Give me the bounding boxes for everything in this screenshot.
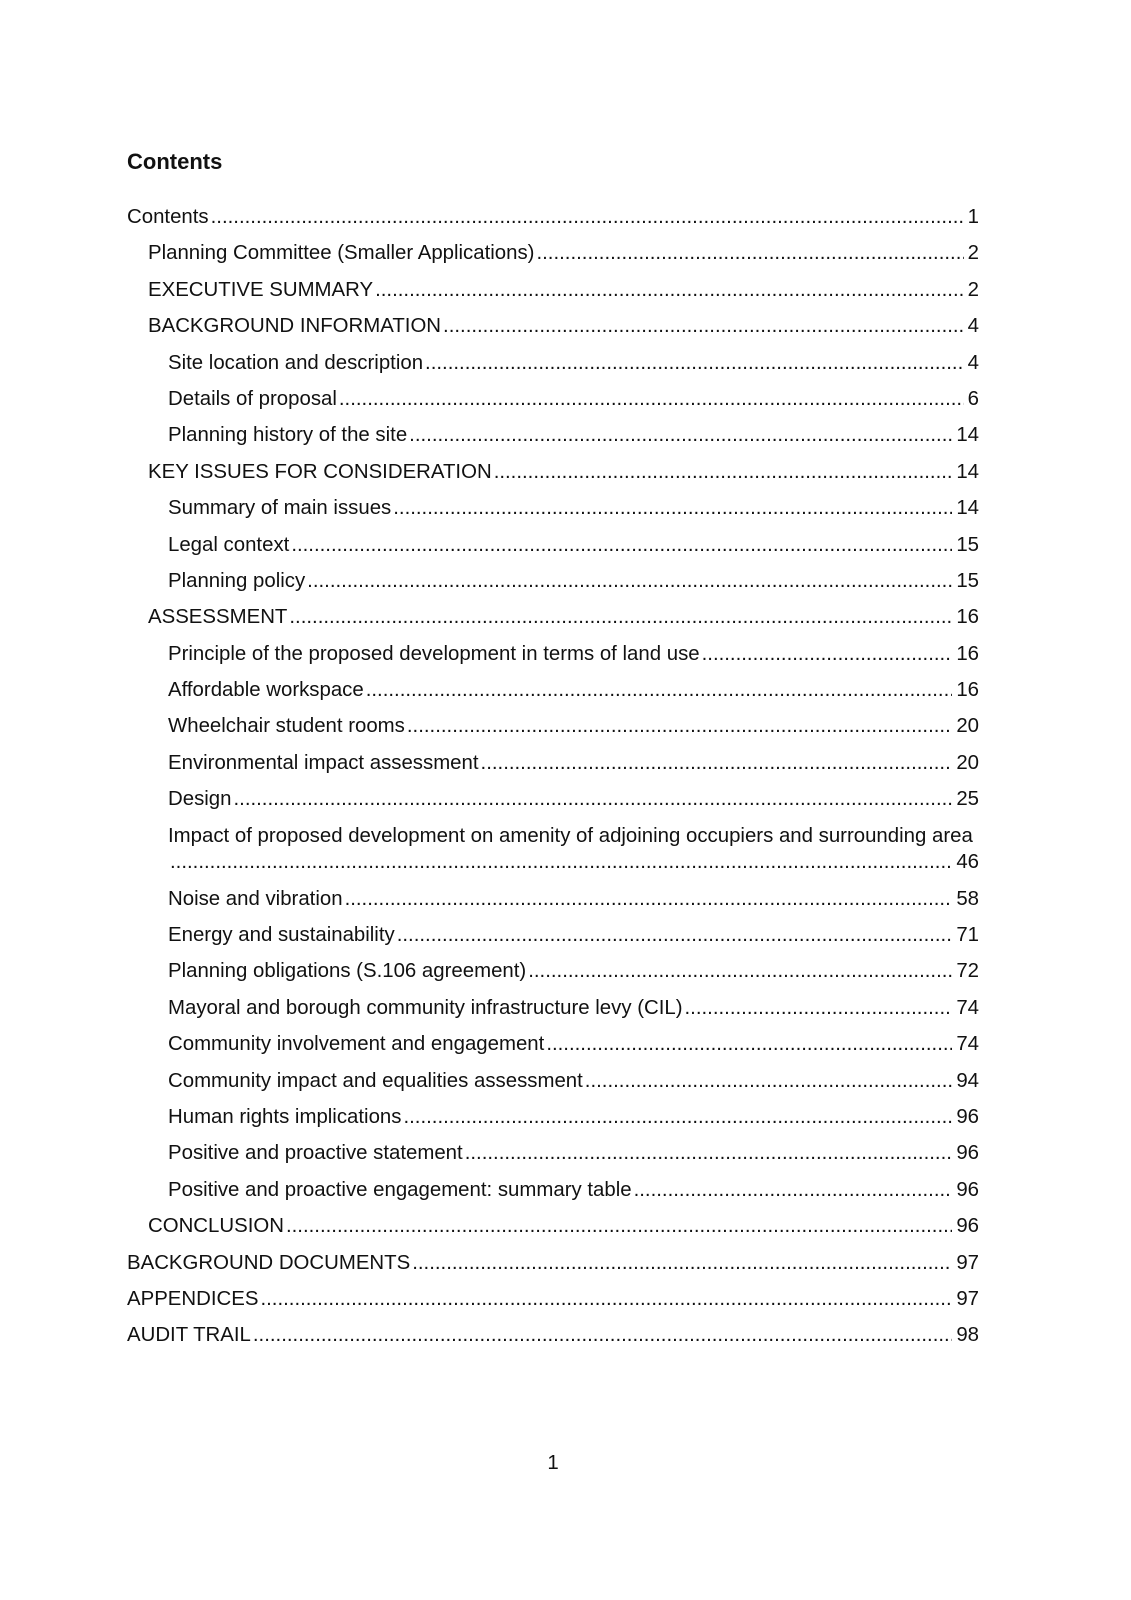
dot-leader bbox=[405, 713, 952, 740]
toc-entry-title: Summary of main issues bbox=[168, 497, 392, 520]
toc-entry bbox=[127, 277, 979, 304]
toc-entry-title: BACKGROUND DOCUMENTS bbox=[127, 1251, 411, 1274]
dot-leader bbox=[700, 641, 953, 668]
dot-leader bbox=[492, 459, 953, 486]
toc-page-number: 6 bbox=[967, 387, 979, 410]
toc-page-number: 2 bbox=[967, 278, 979, 301]
toc-entry bbox=[127, 1322, 979, 1349]
dot-leader bbox=[441, 313, 964, 340]
toc-entry bbox=[127, 958, 979, 985]
dot-leader bbox=[526, 958, 952, 985]
dot-leader bbox=[287, 604, 952, 631]
toc-entry-title: APPENDICES bbox=[127, 1287, 259, 1310]
toc-entry-title: Contents bbox=[127, 206, 209, 228]
toc-entry bbox=[127, 750, 979, 777]
toc-entry-title: Legal context bbox=[168, 533, 290, 556]
dot-leader bbox=[479, 750, 953, 777]
toc-page-number: 71 bbox=[956, 924, 979, 947]
toc-page-number: 20 bbox=[956, 715, 979, 738]
dot-leader bbox=[395, 922, 953, 949]
toc-entry-title: AUDIT TRAIL bbox=[127, 1324, 251, 1347]
toc-page-number: 4 bbox=[967, 351, 979, 374]
dot-leader bbox=[284, 1213, 952, 1240]
dot-leader bbox=[373, 277, 964, 304]
toc-entry-title: Details of proposal bbox=[168, 387, 337, 410]
dot-leader bbox=[410, 1250, 952, 1277]
dot-leader bbox=[632, 1177, 953, 1204]
toc-entry bbox=[127, 1068, 979, 1095]
toc-entry-title: Positive and proactive statement bbox=[168, 1142, 463, 1165]
toc-entry-title: Principle of the proposed development in terms of land use bbox=[168, 642, 700, 665]
toc-entry bbox=[127, 1250, 979, 1277]
toc-entry-title: Positive and proactive engagement: summary table bbox=[168, 1178, 632, 1201]
toc-entry-title: Affordable workspace bbox=[168, 679, 364, 702]
toc-page-number: 16 bbox=[956, 606, 979, 629]
toc-entry bbox=[127, 604, 979, 631]
toc-entry bbox=[127, 1031, 979, 1058]
toc-page-number: 98 bbox=[956, 1324, 979, 1347]
toc-entry-title: Site location and description bbox=[168, 351, 424, 374]
toc-entry bbox=[127, 459, 979, 486]
dot-leader bbox=[364, 677, 953, 704]
toc-entry bbox=[127, 495, 979, 522]
toc-entry bbox=[127, 1140, 979, 1167]
toc-entry-title: Planning obligations (S.106 agreement) bbox=[168, 960, 527, 983]
toc-page-number: 1 bbox=[967, 206, 979, 228]
dot-leader bbox=[401, 1104, 952, 1131]
toc-page-number: 46 bbox=[956, 851, 979, 874]
toc-page-number: 15 bbox=[956, 533, 979, 556]
toc-page-number: 58 bbox=[956, 887, 979, 910]
toc-page-number: 16 bbox=[956, 679, 979, 702]
toc-entry bbox=[127, 1286, 979, 1313]
toc-entry bbox=[127, 823, 979, 876]
toc-entry-title: Community involvement and engagement bbox=[168, 1033, 545, 1056]
toc-page-number: 96 bbox=[956, 1142, 979, 1165]
toc-entry bbox=[127, 922, 979, 949]
toc-entry bbox=[127, 641, 979, 668]
dot-leader bbox=[209, 204, 964, 231]
toc-entry bbox=[127, 204, 979, 231]
toc-entry-title: Wheelchair student rooms bbox=[168, 715, 405, 738]
toc-entry-title: KEY ISSUES FOR CONSIDERATION bbox=[148, 460, 492, 483]
toc-page-number: 74 bbox=[956, 996, 979, 1019]
toc-entry bbox=[127, 422, 979, 449]
toc-entry bbox=[127, 786, 979, 813]
dot-leader bbox=[544, 1031, 952, 1058]
toc-page-number: 16 bbox=[956, 642, 979, 665]
toc-page-number: 96 bbox=[956, 1215, 979, 1238]
dot-leader bbox=[407, 422, 952, 449]
toc-entry-title: Design bbox=[168, 788, 232, 811]
toc-entry bbox=[127, 532, 979, 559]
toc-page-number: 94 bbox=[956, 1069, 979, 1092]
toc-entry bbox=[127, 568, 979, 595]
dot-leader bbox=[423, 350, 964, 377]
toc-entry-title: Planning policy bbox=[168, 569, 306, 592]
dot-leader bbox=[289, 532, 952, 559]
toc-entry-title: ASSESSMENT bbox=[148, 606, 288, 629]
toc-page-number: 14 bbox=[956, 424, 979, 447]
dot-leader bbox=[683, 995, 953, 1022]
dot-leader bbox=[337, 386, 964, 413]
toc-entry-title: Energy and sustainability bbox=[168, 924, 395, 947]
toc-entry bbox=[127, 350, 979, 377]
toc-entry bbox=[127, 713, 979, 740]
toc-entry bbox=[127, 313, 979, 340]
dot-leader bbox=[305, 568, 952, 595]
toc-entry-title: Community impact and equalities assessment bbox=[168, 1069, 583, 1092]
toc-entry bbox=[127, 1177, 979, 1204]
toc-page-number: 20 bbox=[956, 751, 979, 774]
toc-entry bbox=[127, 677, 979, 704]
toc-list bbox=[127, 204, 979, 1359]
toc-page-number: 4 bbox=[967, 315, 979, 338]
page-number: 1 bbox=[547, 1452, 559, 1474]
toc-entry-title: BACKGROUND INFORMATION bbox=[148, 315, 442, 338]
dot-leader bbox=[343, 886, 953, 913]
toc-page-number: 14 bbox=[956, 497, 979, 520]
toc-entry bbox=[127, 995, 979, 1022]
toc-entry-title: Noise and vibration bbox=[168, 887, 343, 910]
dot-leader bbox=[231, 786, 952, 813]
toc-page-number: 14 bbox=[956, 460, 979, 483]
toc-page-number: 2 bbox=[967, 242, 979, 265]
toc-entry-title: Planning Committee (Smaller Applications) bbox=[148, 242, 535, 265]
toc-page-number: 15 bbox=[956, 569, 979, 592]
toc-entry bbox=[127, 886, 979, 913]
toc-entry-title: Impact of proposed development on amenity of adjoining occupiers and surrounding area bbox=[168, 824, 973, 847]
toc-page-number: 74 bbox=[956, 1033, 979, 1056]
toc-entry bbox=[127, 1104, 979, 1131]
toc-entry-title: EXECUTIVE SUMMARY bbox=[148, 278, 374, 301]
toc-page-number: 25 bbox=[956, 788, 979, 811]
toc-entry bbox=[127, 1213, 979, 1240]
toc-entry bbox=[127, 386, 979, 413]
toc-entry bbox=[127, 240, 979, 267]
dot-leader bbox=[583, 1068, 953, 1095]
dot-leader bbox=[251, 1322, 952, 1349]
toc-entry-title: Mayoral and borough community infrastructure levy (CIL) bbox=[168, 996, 683, 1019]
dot-leader bbox=[168, 849, 952, 876]
page-title: Contents bbox=[127, 149, 223, 174]
toc-page-number: 97 bbox=[956, 1251, 979, 1274]
dot-leader bbox=[534, 240, 963, 267]
toc-entry-title: Planning history of the site bbox=[168, 424, 408, 447]
toc-entry-title: Human rights implications bbox=[168, 1105, 402, 1128]
toc-page-number: 72 bbox=[956, 960, 979, 983]
dot-leader bbox=[463, 1140, 953, 1167]
toc-entry-title: CONCLUSION bbox=[148, 1215, 284, 1238]
toc-page-number: 97 bbox=[956, 1287, 979, 1310]
dot-leader bbox=[258, 1286, 952, 1313]
toc-entry-title: Environmental impact assessment bbox=[168, 751, 479, 774]
dot-leader bbox=[391, 495, 952, 522]
toc-page-number: 96 bbox=[956, 1178, 979, 1201]
toc-page-number: 96 bbox=[956, 1105, 979, 1128]
